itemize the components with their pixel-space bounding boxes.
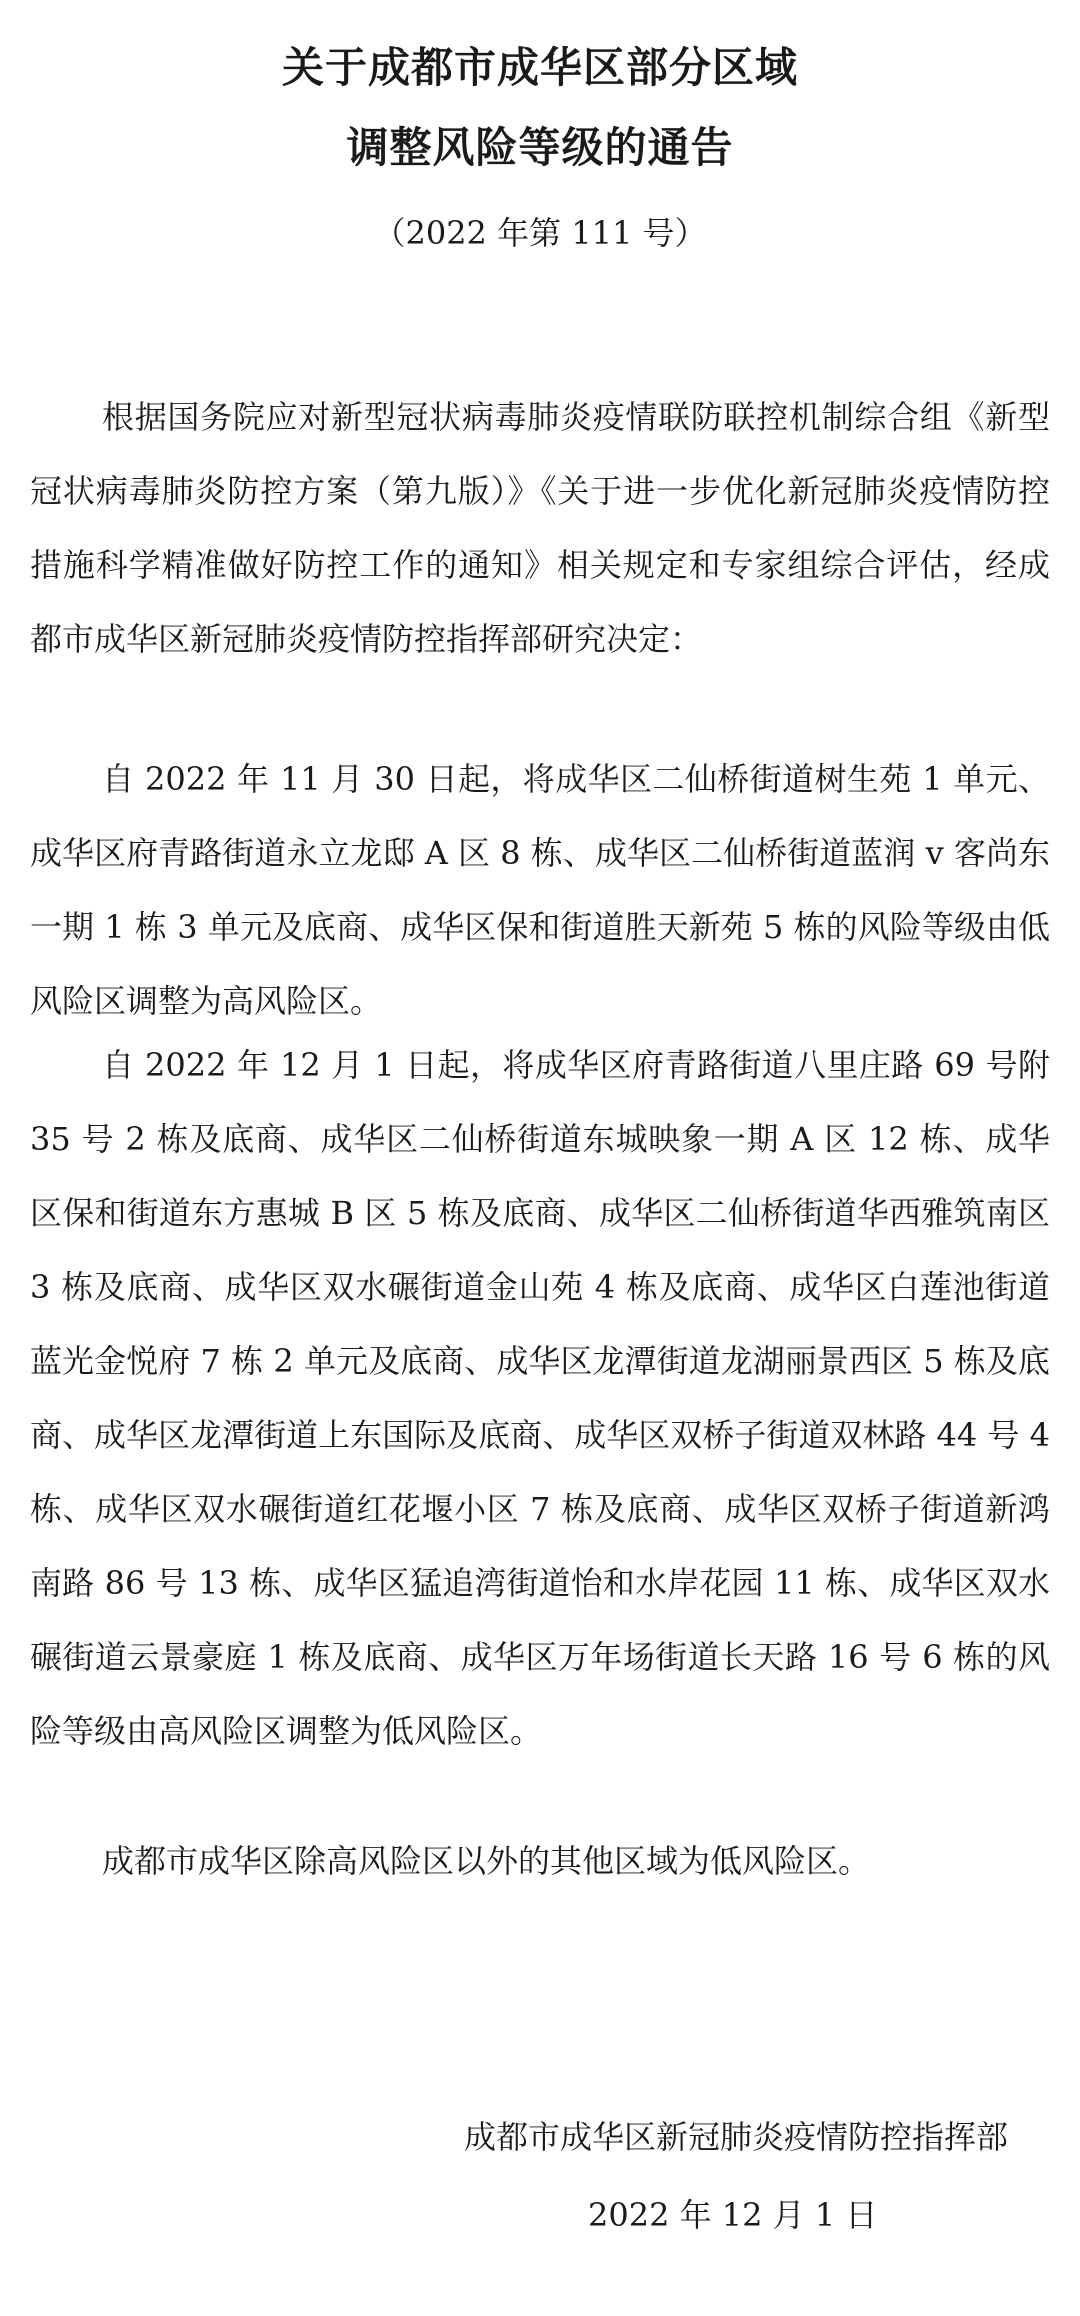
document-number: （2022 年第 111 号） [373, 214, 707, 252]
notice-title-line-2: 调整风险等级的通告 [346, 123, 734, 172]
paragraph-downgrade-low-risk: 自 2022 年 12 月 1 日起，将成华区府青路街道八里庄路 69 号附 35 号 2 栋及底商、成华区二仙桥街道东城映象一期 A 区 12 栋、成华区保和街道东方惠城 B 区 5 栋及底商、成华区二仙桥街道华西雅筑南区 3 栋及底商、成华区双水碾街道金山苑 4 栋及底商、成华区白莲池街道蓝光金悦府 7 栋 2 单元及底商、成华区龙潭街道龙湖丽景西区 5 栋及底商、成华区龙潭街道上东国际及底商、成华区双桥子街道双林路 44 号 4 栋、成华区双水碾街道红花堰小区 7 栋及底商、成华区双桥子街道新鸿南路 86 号 13 栋、成华区猛追湾街道怡和水岸花园 11 栋、成华区双水碾街道云景豪庭 1 栋及底商、成华区万年场街道长天路 16 号 6 栋的风险等级由高风险区调整为低风险区。 [30, 1046, 1050, 1750]
issue-date: 2022 年 12 月 1 日 [588, 2196, 878, 2234]
notice-title-line-1: 关于成都市成华区部分区域 [281, 43, 798, 92]
paragraph-upgrade-high-risk: 自 2022 年 11 月 30 日起，将成华区二仙桥街道树生苑 1 单元、成华区府青路街道永立龙邸 A 区 8 栋、成华区二仙桥街道蓝润 v 客尚东一期 1 栋 3 单元及底商、成华区保和街道胜天新苑 5 栋的风险等级由低风险区调整为高风险区。 [30, 760, 1050, 1020]
issuer-signature: 成都市成华区新冠肺炎疫情防控指挥部 [463, 2118, 1008, 2156]
paragraph-other-areas: 成都市成华区除高风险区以外的其他区域为低风险区。 [102, 1842, 871, 1880]
paragraph-basis: 根据国务院应对新型冠状病毒肺炎疫情联防联控机制综合组《新型冠状病毒肺炎防控方案（第九版）》《关于进一步优化新冠肺炎疫情防控措施科学精准做好防控工作的通知》相关规定和专家组综合评估，经成都市成华区新冠肺炎疫情防控指挥部研究决定： [30, 398, 1050, 658]
